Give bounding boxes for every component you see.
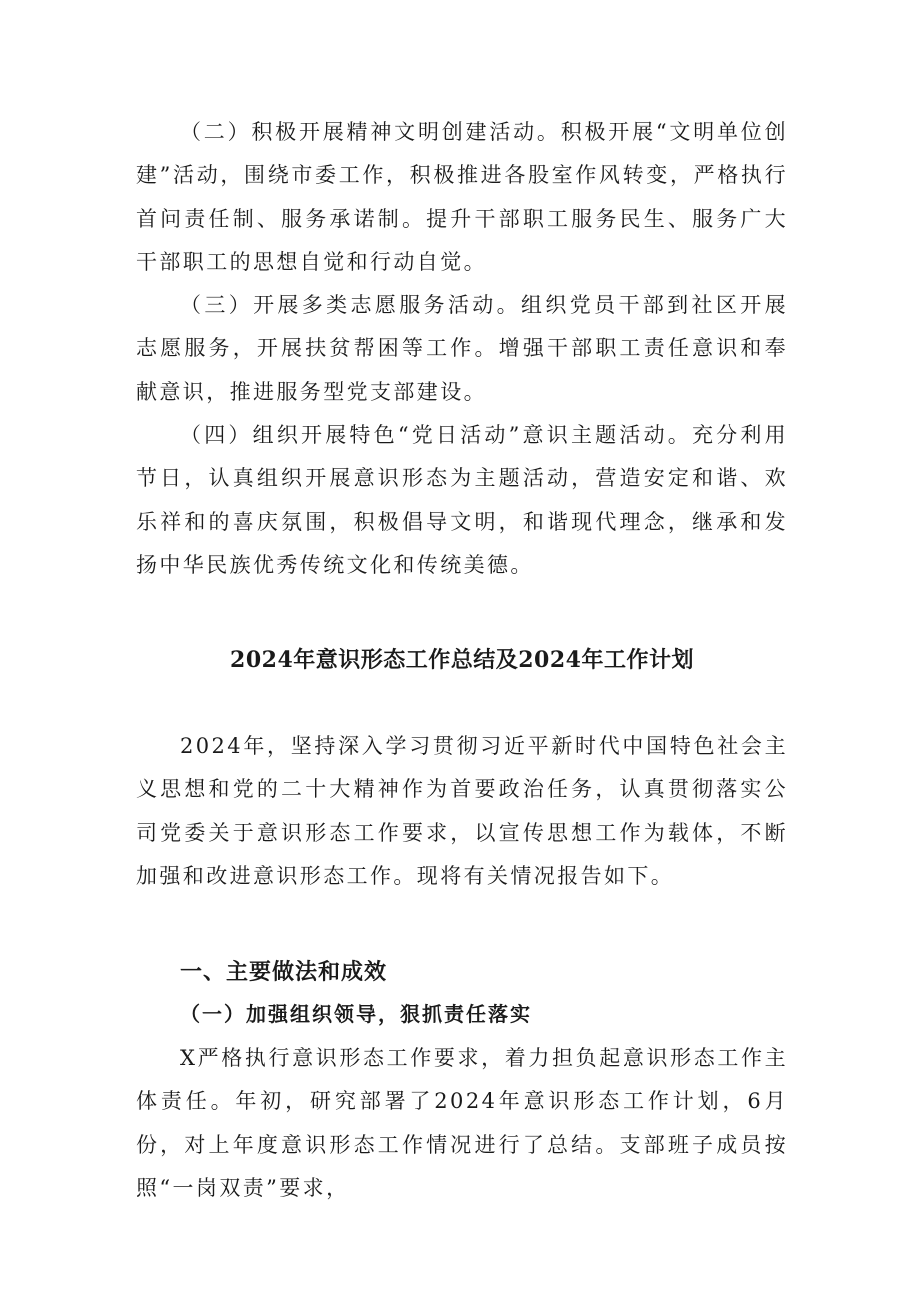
intro-paragraph: 2024年，坚持深入学习贯彻习近平新时代中国特色社会主义思想和党的二十大精神作为首要政治任务，认真贯彻落实公司党委关于意识形态工作要求，以宣传思想工作为载体，不断加强和改进意识形态工作。现将有关情况报告如下。 <box>136 734 788 888</box>
subsection-heading-organization-leadership: （一）加强组织领导，狠抓责任落实 <box>180 1002 532 1026</box>
subsection-body-paragraph: X严格执行意识形态工作要求，着力担负起意识形态工作主体责任。年初，研究部署了2024年意识形态工作计划，6月份，对上年度意识形态工作情况进行了总结。支部班子成员按照“一岗双责”要求， <box>136 1046 788 1200</box>
document-title: 2024年意识形态工作总结及2024年工作计划 <box>230 647 694 673</box>
paragraph-volunteer-services: （三）开展多类志愿服务活动。组织党员干部到社区开展志愿服务，开展扶贫帮困等工作。增强干部职工责任意识和奉献意识，推进服务型党支部建设。 <box>136 293 788 404</box>
paragraph-party-day-activities: （四）组织开展特色“党日活动”意识主题活动。充分利用节日，认真组织开展意识形态为主题活动，营造安定和谐、欢乐祥和的喜庆氛围，积极倡导文明，和谐现代理念，继承和发扬中华民族优秀传统文化和传统美德。 <box>136 423 788 577</box>
section-heading-main-practices: 一、主要做法和成效 <box>180 960 388 985</box>
paragraph-civilization-activities: （二）积极开展精神文明创建活动。积极开展“文明单位创建”活动，围绕市委工作，积极推进各股室作风转变，严格执行首问责任制、服务承诺制。提升干部职工服务民生、服务广大干部职工的思想自觉和行动自觉。 <box>136 120 788 274</box>
